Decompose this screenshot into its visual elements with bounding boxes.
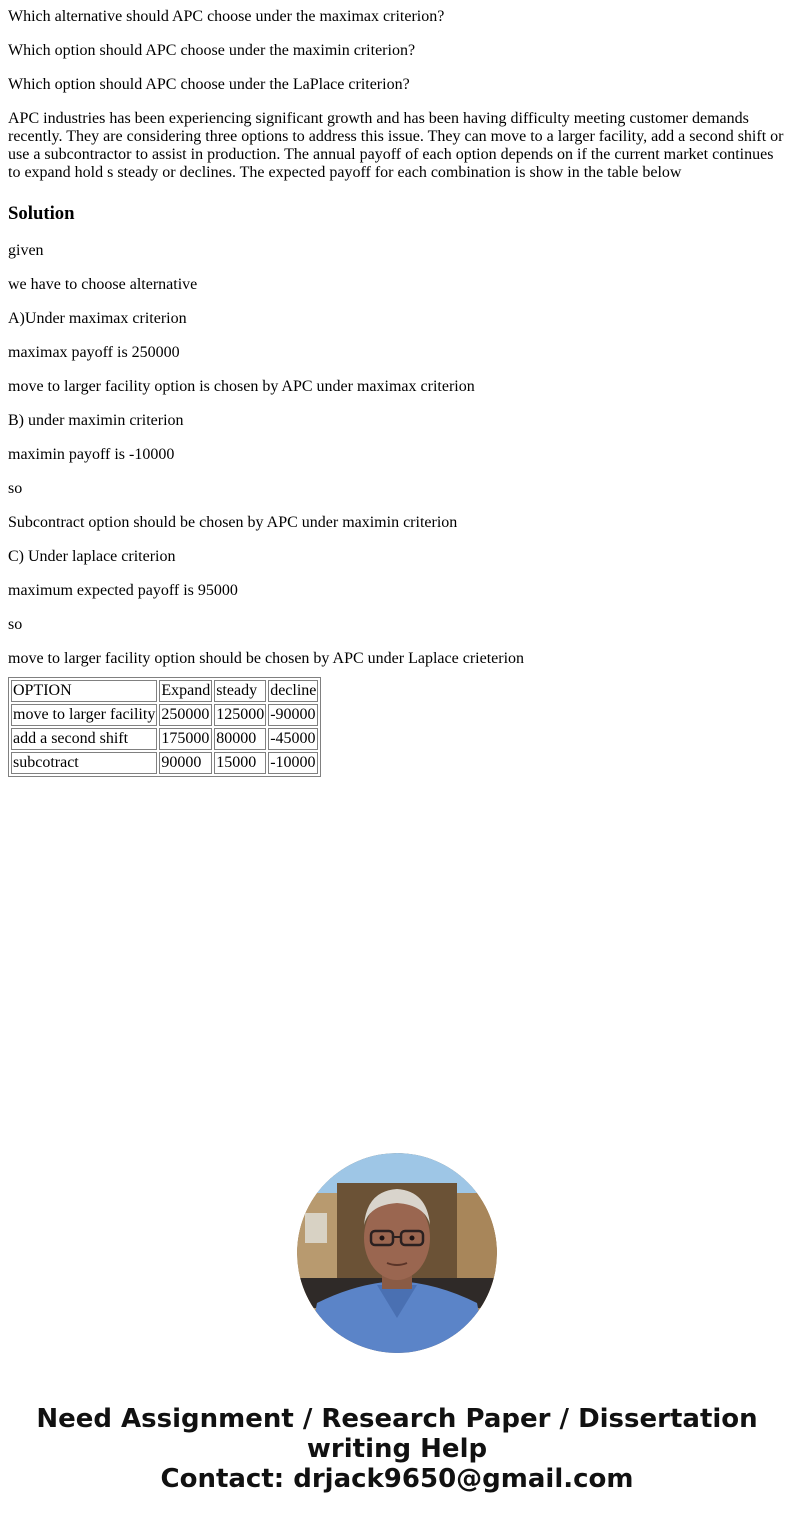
- table-header-cell: Expand: [159, 680, 212, 702]
- payoff-table: [8, 677, 321, 777]
- solution-line: we have to choose alternative: [8, 276, 198, 293]
- table-row: [11, 728, 318, 750]
- table-header-cell: decline: [268, 680, 318, 702]
- table-cell: 15000: [214, 752, 266, 774]
- solution-line: B) under maximin criterion: [8, 412, 184, 429]
- question-laplace: Which option should APC choose under the LaPlace criterion?: [8, 76, 410, 93]
- solution-line: move to larger facility option should be chosen by APC under Laplace crieterion: [8, 650, 525, 667]
- table-cell: -90000: [268, 704, 318, 726]
- table-cell: move to larger facility: [11, 704, 157, 726]
- table-cell: 250000: [159, 704, 212, 726]
- solution-line: maximum expected payoff is 95000: [8, 582, 238, 599]
- solution-line: C) Under laplace criterion: [8, 548, 176, 565]
- solution-line: move to larger facility option is chosen by APC under maximax criterion: [8, 378, 475, 395]
- solution-line: A)Under maximax criterion: [8, 310, 187, 327]
- document-body: [8, 0, 786, 777]
- table-header-cell: steady: [214, 680, 266, 702]
- table-cell: 175000: [159, 728, 212, 750]
- solution-line: maximax payoff is 250000: [8, 344, 180, 361]
- footer-line: Need Assignment / Research Paper / Dissertation: [36, 1404, 758, 1434]
- solution-line: maximin payoff is -10000: [8, 446, 175, 463]
- table-header-row: [11, 680, 318, 702]
- question-maximin: Which option should APC choose under the maximin criterion?: [8, 42, 416, 59]
- solution-line: given: [8, 242, 44, 259]
- solution-line: so: [8, 616, 23, 633]
- table-cell: add a second shift: [11, 728, 157, 750]
- footer-line: writing Help: [306, 1434, 488, 1464]
- table-cell: subcotract: [11, 752, 157, 774]
- author-avatar: [297, 1153, 497, 1353]
- footer-banner: [0, 1404, 794, 1494]
- footer-contact: Contact: drjack9650@gmail.com: [160, 1464, 634, 1494]
- table-row: [11, 752, 318, 774]
- table-header-cell: OPTION: [11, 680, 157, 702]
- table-cell: -10000: [268, 752, 318, 774]
- table-cell: -45000: [268, 728, 318, 750]
- solution-line: Subcontract option should be chosen by APC under maximin criterion: [8, 514, 458, 531]
- table-cell: 125000: [214, 704, 266, 726]
- table-row: [11, 704, 318, 726]
- solution-heading: Solution: [8, 203, 75, 224]
- problem-intro: APC industries has been experiencing significant growth and has been having difficulty meeting customer demands recently. They are considering three options to address this issue. They can move to a larger facility, add a second shift or use a subcontractor to assist in production. The annual payoff of each option depends on if the current market continues to expand hold s steady or declines. The expected payoff for each combination is show in the table below: [8, 110, 784, 181]
- table-cell: 90000: [159, 752, 212, 774]
- question-maximax: Which alternative should APC choose under the maximax criterion?: [8, 8, 445, 25]
- table-cell: 80000: [214, 728, 266, 750]
- author-portrait-icon: [297, 1153, 497, 1353]
- solution-line: so: [8, 480, 23, 497]
